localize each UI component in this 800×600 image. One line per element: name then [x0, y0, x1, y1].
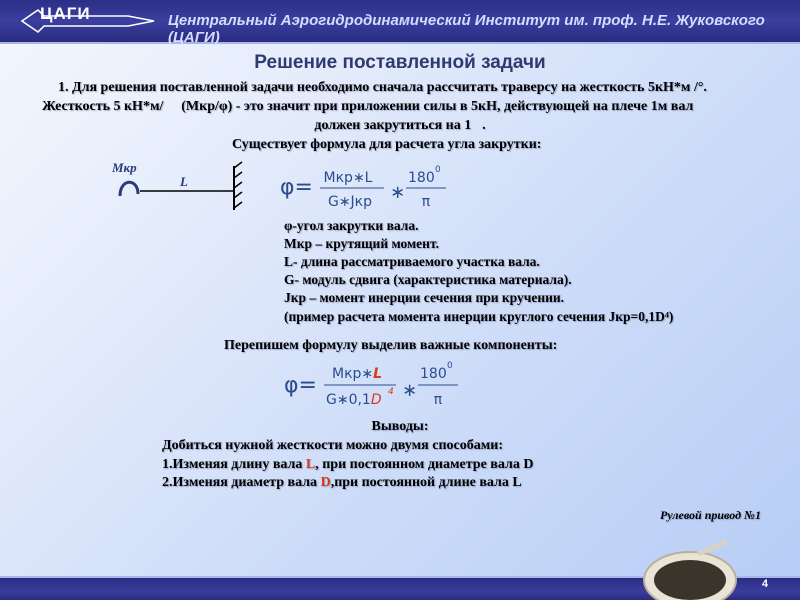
signature-label: Рулевой привод №1	[660, 508, 762, 522]
wall-hatch-icon	[234, 162, 242, 208]
formula-rewritten	[284, 356, 484, 416]
definition-mkr: Мкр – крутящий момент.	[284, 236, 439, 251]
definition-jkr: Jкр – момент инерции сечения при кручении.	[284, 290, 565, 305]
svg-text:Мкр∗L: Мкр∗L	[332, 366, 383, 382]
slide-title: Решение поставленной задачи	[254, 52, 546, 73]
conclusions-line-1: Добиться нужной жесткости можно двумя способами:	[162, 438, 503, 453]
rewrite-label: Перепишем формулу выделив важные компоненты:	[224, 338, 558, 353]
svg-text:G∗Jкр: G∗Jкр	[327, 194, 373, 210]
conclusions-heading: Выводы:	[371, 419, 429, 434]
svg-text:180: 180	[408, 170, 435, 186]
formula-angle	[280, 158, 480, 218]
svg-text:π: π	[421, 194, 431, 210]
bowl-image	[640, 540, 740, 600]
svg-text:0: 0	[435, 165, 441, 175]
moment-label: Мкр	[112, 160, 137, 175]
svg-text:0: 0	[447, 361, 453, 371]
shaft-diagram	[110, 158, 250, 218]
svg-text:π: π	[433, 392, 443, 408]
length-label: L	[180, 174, 188, 189]
intro-line-4: Существует формула для расчета угла закрутки:	[232, 137, 542, 152]
intro-line-1: 1. Для решения поставленной задачи необходимо сначала рассчитать траверсу на жесткость 5кН*м /°.	[58, 80, 707, 95]
conclusions-line-3: 2.Изменяя диаметр вала D,при постоянной длине вала L	[162, 475, 522, 490]
intro-line-3: должен закрутиться на 1⃣.	[314, 118, 486, 133]
svg-text:∗: ∗	[390, 182, 406, 203]
moment-arrow-icon	[120, 182, 138, 196]
svg-text:Мкр∗L: Мкр∗L	[323, 170, 373, 186]
page-number: 4	[761, 578, 768, 590]
svg-text:4: 4	[388, 387, 394, 397]
svg-text:∗: ∗	[402, 380, 418, 401]
institute-title: Центральный Аэрогидродинамический Институт им. проф. Н.Е. Жуковского (ЦАГИ)	[168, 12, 765, 46]
svg-text:φ=: φ=	[284, 373, 317, 398]
header-bar	[0, 0, 800, 44]
definition-g: G- модуль сдвига (характеристика материала).	[284, 272, 572, 287]
intro-line-2: Жесткость 5 кН*м/ ⃣ (Мкр/φ) - это значит при приложении силы в 5кН, действующей на плече 1м вал	[42, 99, 694, 114]
svg-text:180: 180	[420, 366, 447, 382]
conclusions-line-2: 1.Изменяя длину вала L, при постоянном диаметре вала D	[162, 457, 534, 472]
svg-text:φ=: φ=	[280, 175, 313, 200]
definition-l: L- длина рассматриваемого участка вала.	[284, 254, 540, 269]
definition-phi: φ-угол закрутки вала.	[284, 218, 419, 233]
logo-text: ЦАГИ	[40, 4, 91, 23]
definition-example: (пример расчета момента инерции круглого сечения Jкр=0,1D⁴)	[284, 309, 674, 324]
svg-text:G∗0,1D: G∗0,1D	[326, 392, 382, 408]
